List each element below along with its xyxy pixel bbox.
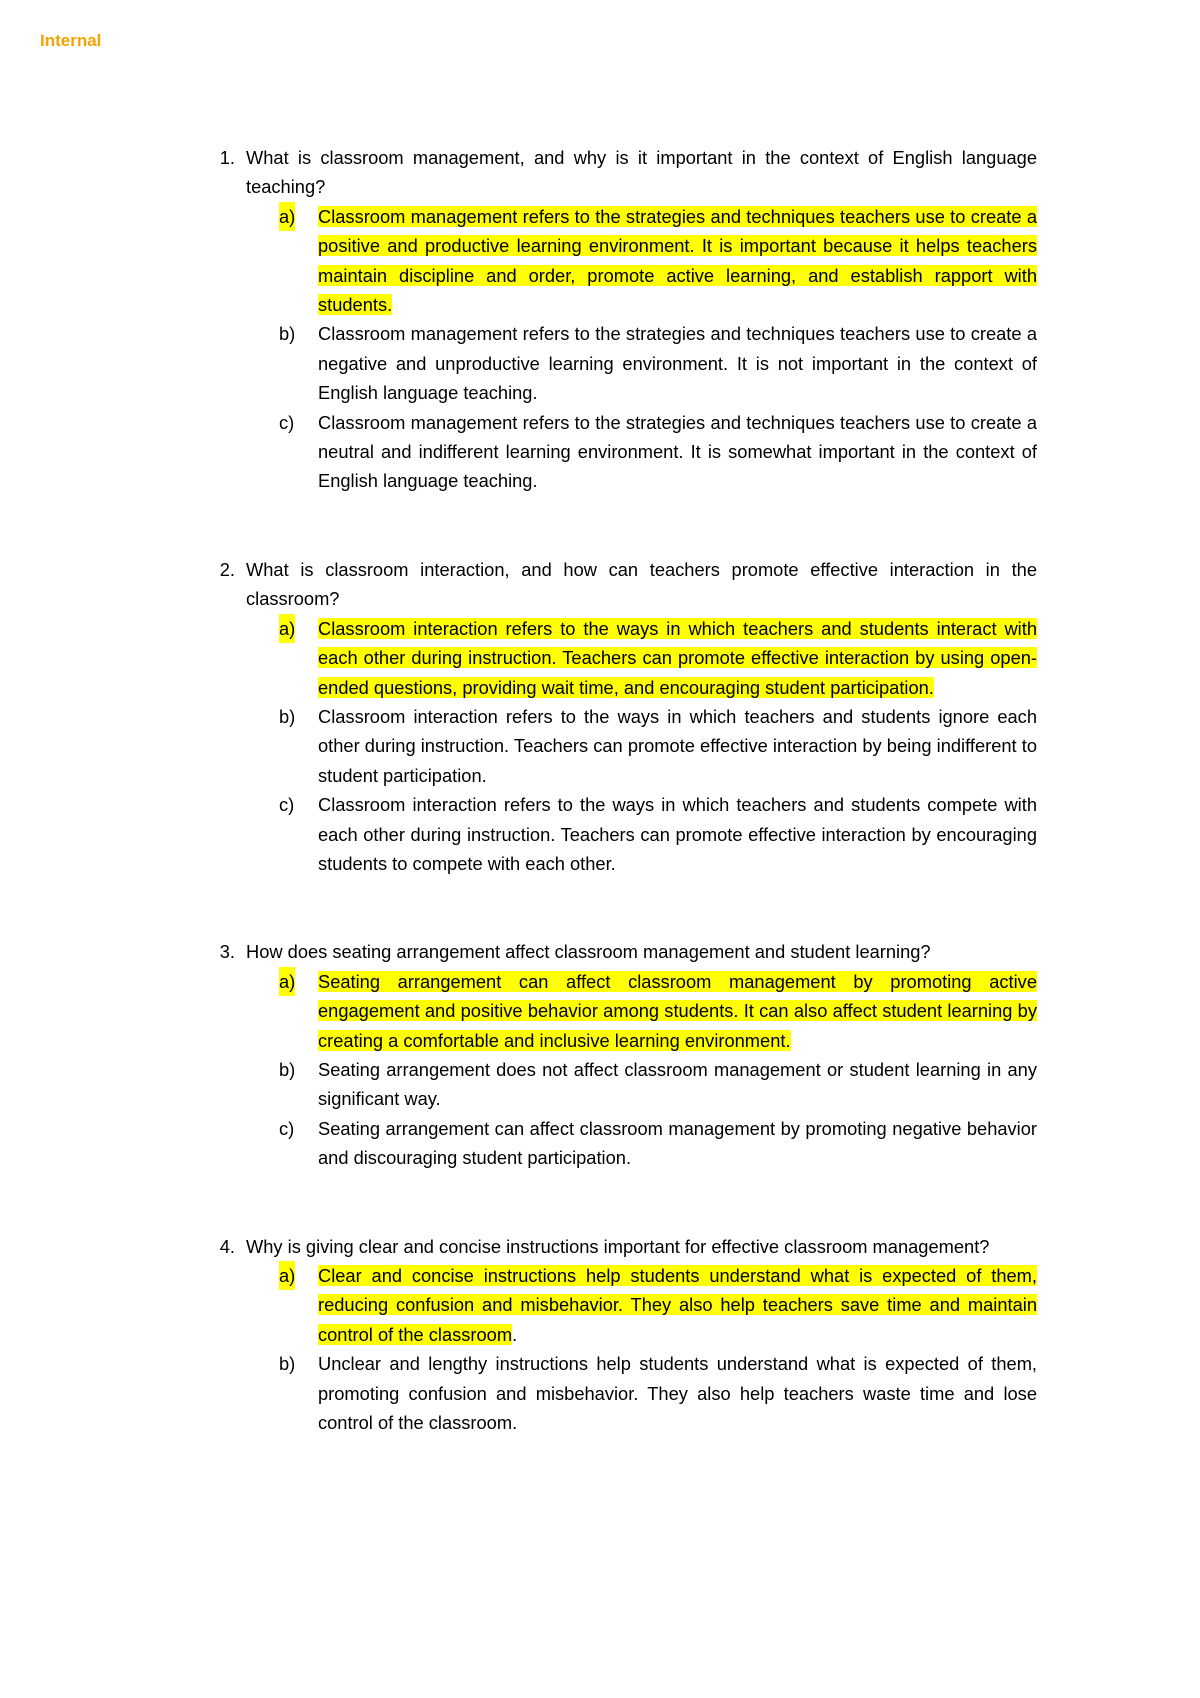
option-text-highlighted: Classroom interaction refers to the ways in which teachers and students interact with each other during instruction. Teachers can promote effective interaction by using open-ended questions, providing wait time, and encouraging student participation. — [318, 617, 1037, 698]
question-block-1 — [207, 143, 1037, 496]
question-number: 3. — [219, 941, 235, 963]
option-letter: b) — [279, 323, 296, 345]
option-b — [207, 702, 1037, 790]
question-4 — [207, 1232, 1037, 1261]
option-text: Seating arrangement does not affect classroom management or student learning in any significant way. — [318, 1058, 1037, 1110]
question-text: How does seating arrangement affect classroom management and student learning? — [246, 941, 931, 963]
option-letter: b) — [279, 705, 296, 727]
option-letter: b) — [279, 1353, 296, 1375]
option-b — [207, 1349, 1037, 1437]
question-block-4 — [207, 1232, 1037, 1438]
question-1 — [207, 143, 1037, 202]
question-number: 4. — [219, 1235, 235, 1257]
option-text: Seating arrangement can affect classroom management by promoting negative behavior and discouraging student participation. — [318, 1117, 1037, 1169]
option-text-highlighted: Classroom management refers to the strategies and techniques teachers use to create a positive and productive learning environment. It is important because it helps teachers maintain discipline and order, promote active learning, and establish rapport with students. — [318, 205, 1037, 316]
option-b — [207, 319, 1037, 407]
option-c — [207, 408, 1037, 496]
option-text: Classroom management refers to the strategies and techniques teachers use to create a neutral and indifferent learning environment. It is somewhat important in the context of English language teaching. — [318, 411, 1037, 492]
question-text: Why is giving clear and concise instructions important for effective classroom management? — [246, 1235, 990, 1257]
option-c — [207, 790, 1037, 878]
option-letter: b) — [279, 1058, 296, 1080]
option-letter: a) — [279, 967, 295, 996]
option-text: Unclear and lengthy instructions help students understand what is expected of them, promoting confusion and misbehavior. They also help teachers waste time and lose control of the classroom. — [318, 1353, 1037, 1434]
option-a-correct — [207, 202, 1037, 320]
classification-label: Internal — [40, 31, 102, 50]
option-a-correct — [207, 614, 1037, 702]
option-c — [207, 1114, 1037, 1173]
option-letter: a) — [279, 1261, 295, 1290]
option-a-correct — [207, 1261, 1037, 1349]
question-text: What is classroom management, and why is it important in the context of English language teaching? — [246, 147, 1037, 198]
question-2 — [207, 555, 1037, 614]
question-text: What is classroom interaction, and how can teachers promote effective interaction in the classroom? — [246, 558, 1037, 610]
option-b — [207, 1055, 1037, 1114]
question-3 — [207, 937, 1037, 966]
option-letter: a) — [279, 202, 295, 231]
option-letter: c) — [279, 1117, 295, 1139]
question-number: 2. — [219, 558, 235, 580]
options-list — [207, 967, 1037, 1173]
option-letter: a) — [279, 614, 295, 643]
options-list — [207, 1261, 1037, 1437]
options-list — [207, 614, 1037, 879]
options-list — [207, 202, 1037, 496]
option-letter: c) — [279, 411, 295, 433]
option-letter: c) — [279, 794, 295, 816]
quiz-content — [207, 143, 1037, 1496]
option-text: Classroom interaction refers to the ways in which teachers and students ignore each other during instruction. Teachers can promote effective interaction by being indifferent to student participation. — [318, 705, 1037, 786]
option-text-highlighted: Clear and concise instructions help students understand what is expected of them, reducing confusion and misbehavior. They also help teachers save time and maintain control of the classroom — [318, 1265, 1037, 1345]
option-a-correct — [207, 967, 1037, 1055]
question-block-3 — [207, 937, 1037, 1172]
question-number: 1. — [219, 147, 235, 168]
question-block-2 — [207, 555, 1037, 878]
option-text: Classroom interaction refers to the ways in which teachers and students compete with each other during instruction. Teachers can promote effective interaction by encouraging students to compete with each other. — [318, 794, 1037, 874]
option-text: Classroom management refers to the strategies and techniques teachers use to create a negative and unproductive learning environment. It is not important in the context of English language teaching. — [318, 323, 1037, 404]
option-text-highlighted: Seating arrangement can affect classroom management by promoting active engagement and positive behavior among students. It can also affect student learning by creating a comfortable and inclusive learning environment. — [318, 970, 1037, 1051]
option-trailing-period: . — [512, 1323, 518, 1345]
